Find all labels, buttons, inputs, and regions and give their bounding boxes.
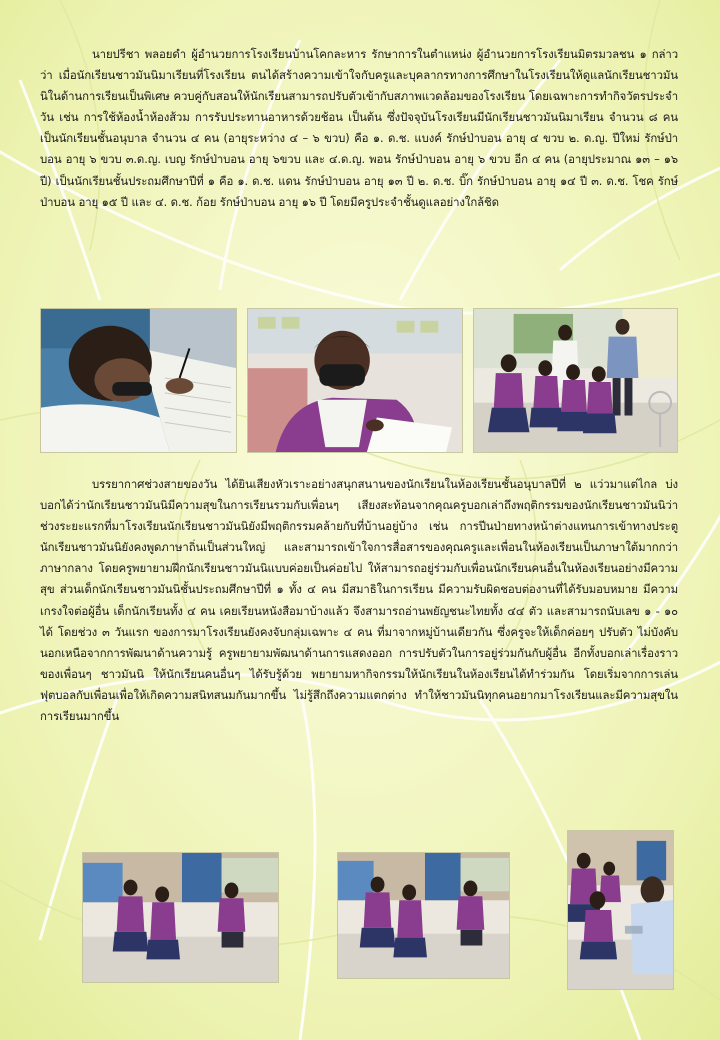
photo-student-writing [40, 308, 237, 453]
intro-paragraph: นายปรีชา พลอยดำ ผู้อำนวยการโรงเรียนบ้านโคก​ละหาร รักษาการในตำแหน่ง ผู้อำนวยการโรงเรียนมิตรมวลชน ๑ กล่าวว่า เมื่อนักเรียนชาวมันนิมาเรียนที่โรงเรียน ตนได้สร้างความเข้าใจกับครูและบุคลากรทางการศึกษาในโรงเรียนให้ดูแลนักเรียนชาวมันนิในด้านการเรียนเป็นพิเศษ ควบคู่กับสอนให้นักเรียนสามารถปรับตัวเข้ากับสภาพแวดล้อมของโรงเรียน โดยเฉพาะการทำกิจวัตรประจำวัน เช่น การใช้ห้องน้ำห้องส้วม การรับประทานอาหารด้วยช้อน เป็นต้น ซึ่งปัจจุบันโรงเรียนมีนักเรียนชาวมันนิมาเรียน จำนวน ๘ คน เป็นนักเรียนชั้นอนุบาล จำนวน ๔ คน (อายุระหว่าง ๔ – ๖ ขวบ) คือ ๑. ด.ช. แบงค์ รักษ์ป่าบอน อายุ ๔ ขวบ ๒. ด.ญ. ปีใหม่ รักษ์ป่าบอน อายุ ๖ ขวบ ๓.ด.ญ. เบญ รักษ์ป่าบอน อายุ ๖ขวบ และ ๔.ด.ญ. พอน รักษ์ป่าบอน อายุ ๖ ขวบ อีก ๔ คน (อายุประมาณ ๑๓ – ๑๖ ปี) เป็นนักเรียนชั้นประถมศึกษาปีที่ ๑ คือ ๑. ด.ช. แดน รักษ์ป่าบอน อายุ ๑๓ ปี ๒. ด.ช. บิ๊ก รักษ์ป่าบอน อายุ ๑๔ ปี ๓. ด.ช. โชค รักษ์ป่าบอน อายุ ๑๕ ปี และ ๔. ด.ช. ก้อย รักษ์ป่าบอน อายุ ๑๖ ปี โดยมีครูประจำชั้นดูแลอย่างใกล้ชิด [40, 47, 678, 209]
photo-classroom-line [473, 308, 678, 453]
photo-teacher-with-students [567, 830, 674, 990]
photo-boy-masked [247, 308, 463, 453]
atmosphere-paragraph: บรรยากาศช่วงสายของวัน ได้ยินเสียงหัวเราะอย่างสนุกสนานของนักเรียนในห้องเรียนชั้นอนุบาลปีที่ ๒ แว่วมาแต่ไกล บ่งบอกได้ว่านักเรียนชาวมันนิมีความสุขในการเรียนรวมกับเพื่อนๆ เสียงสะท้อนจากคุณครูบอกเล่าถึงพฤติกรรมของนักเรียนชาวมันนิว่า ช่วงระยะแรกที่มาโรงเรียนนักเรียนชาวมันนิยังมีพฤติกรรมคล้ายกับที่บ้านอยู่บ้าง เช่น การปีนป่ายทางหน้าต่างแทนการเข้าทางประตู นักเรียนชาวมันนิยังคงพูดภาษาถิ่นเป็นส่วนใหญ่ และสามารถเข้าใจการสื่อสารของคุณครูและเพื่อนในห้องเรียนเป็นภาษาใต้มากกว่าภาษากลาง โดยครูพยายามฝึกนักเรียนชาวมันนิแบบค่อยเป็นค่อยไป ให้สามารถอยู่ร่วมกับเพื่อนนักเรียนคนอื่นในห้องเรียนอย่างมีความสุข ส่วนเด็กนักเรียนชาวมันนิชั้นประถมศึกษาปีที่ ๑ ทั้ง ๔ คน มีสมาธิในการเรียน มีความรับผิดชอบต่องานที่ได้รับมอบหมาย มีความเกรงใจต่อผู้อื่น เด็กนักเรียนทั้ง ๔ คน เคยเรียนหนังสือมาบ้างแล้ว จึงสามารถอ่านพยัญชนะไทยทั้ง ๔๔ ตัว และสามารถนับเลข ๑ - ๑๐ ได้ โดยช่วง ๓ วันแรก ของการมาโรงเรียนยังคงจับกลุ่มเฉพาะ ๔ คน ที่มาจากหมู่บ้านเดียวกัน ซึ่งครูจะให้เด็กค่อยๆ ปรับตัว ไม่บังคับ นอกเหนือจากการพัฒนาด้านความรู้ ครูพยายามพัฒนาด้านการแสดงออก การปรับตัวในการอยู่ร่วมกันกับผู้อื่น อีกทั้งบอกเล่าเรื่องราวของเพื่อนๆ ชาวมันนิ ให้นักเรียนคนอื่นๆ ได้รับรู้ด้วย พยายามหากิจกรรมให้นักเรียนในห้องเรียนได้ทำร่วมกัน โดยเริ่มจากการเล่นฟุตบอลกับเพื่อนเพื่อให้เกิดความสนิทสนมกันมากขึ้น ไม่รู้สึกถึงความแตกต่าง ทำให้ชาวมันนิทุกคนอยากมาโรงเรียนและมีความสุขในการเรียนมากขึ้น [40, 477, 678, 724]
photo-students-standing-2 [337, 852, 510, 979]
photo-students-standing-1 [82, 852, 279, 983]
